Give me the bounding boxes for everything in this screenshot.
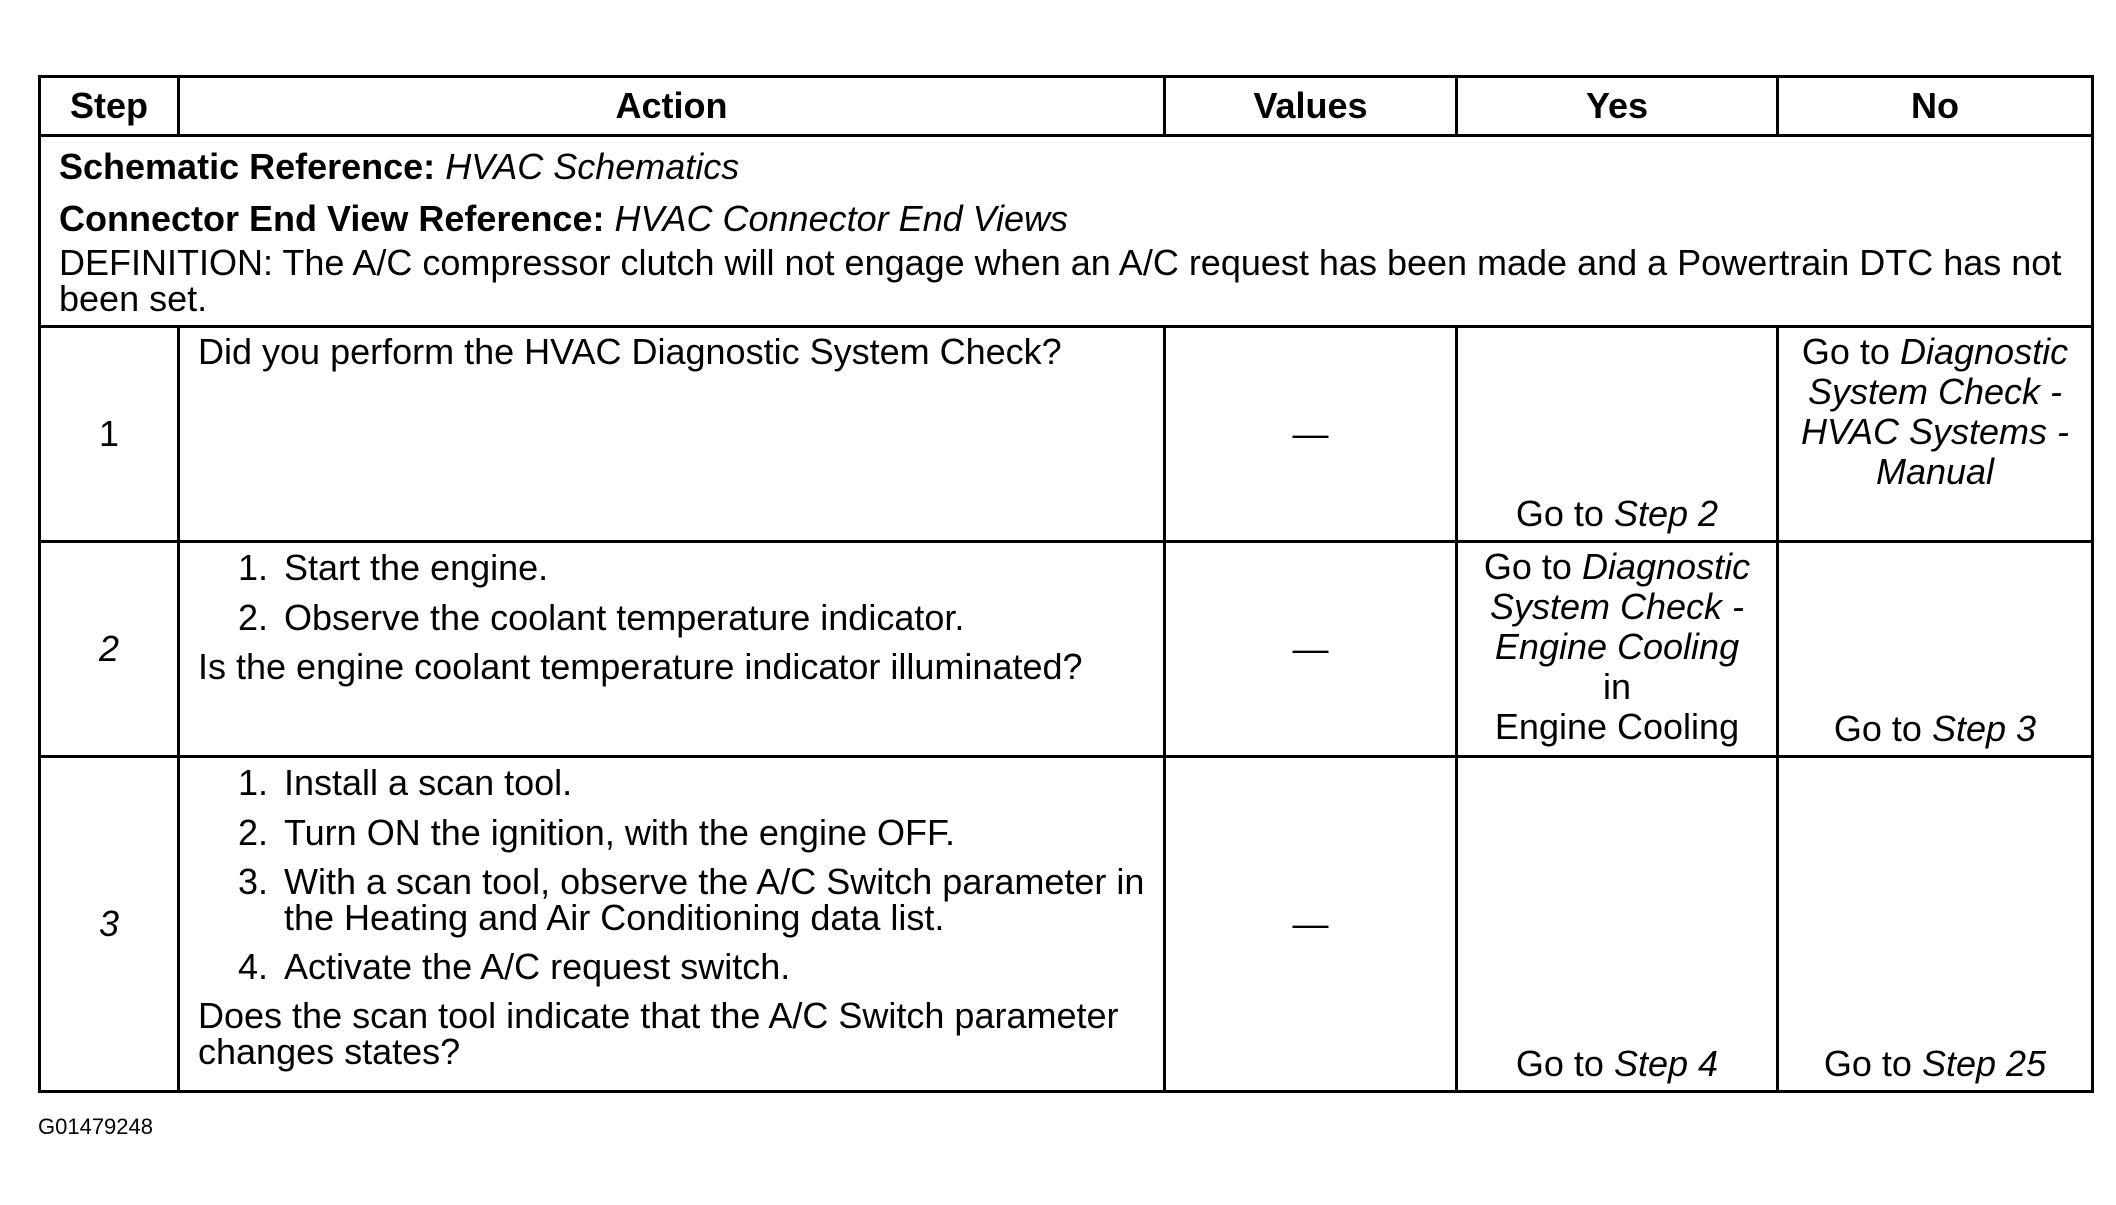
step-yes — [1457, 542, 1778, 757]
step-value: — — [1165, 542, 1457, 757]
no-prefix: Go to — [1833, 708, 1922, 749]
schematic-reference — [59, 147, 2073, 187]
yes-prefix: Go to — [1483, 546, 1572, 587]
reference-row — [40, 136, 2093, 327]
table-header-row — [40, 77, 2093, 136]
step-no — [1778, 327, 2093, 542]
definition-text: DEFINITION: The A/C compressor clutch will not engage when an A/C request has been made and a Powertrain DTC has not been set. — [59, 242, 2062, 319]
instruction-item: 4. Activate the A/C request switch. — [278, 948, 1149, 986]
yes-prefix: Go to — [1515, 493, 1604, 534]
header-action: Action — [179, 77, 1165, 136]
instruction-item: 1. Start the engine. — [278, 549, 1149, 587]
connector-reference-link[interactable]: HVAC Connector End Views — [614, 198, 1069, 239]
step-action — [179, 757, 1165, 1092]
step-question: Does the scan tool indicate that the A/C Switch parameter changes states? — [198, 995, 1119, 1072]
connector-reference-label: Connector End View Reference: — [59, 198, 605, 239]
schematic-reference-link[interactable]: HVAC Schematics — [445, 146, 740, 187]
no-prefix: Go to — [1801, 331, 1890, 372]
no-link-group[interactable] — [1785, 332, 2085, 492]
yes-link-line-1: Diagnostic — [1581, 546, 1751, 587]
step-number: 2 — [40, 542, 179, 757]
header-values: Values — [1165, 77, 1457, 136]
schematic-reference-label: Schematic Reference: — [59, 146, 436, 187]
step-instructions — [198, 549, 1149, 637]
step-question: Is the engine coolant temperature indicator illuminated? — [198, 646, 1083, 687]
yes-prefix: Go to — [1515, 1043, 1604, 1084]
instruction-item: 3. With a scan tool, observe the A/C Switch parameter in the Heating and Air Conditioning data list. — [278, 864, 1149, 936]
yes-link-line-3: Engine Cooling — [1494, 626, 1740, 667]
step-value: — — [1165, 327, 1457, 542]
no-link[interactable]: Step 25 — [1921, 1043, 2047, 1084]
step-number: 1 — [40, 327, 179, 542]
no-link-line-3: HVAC Systems - — [1800, 411, 2070, 452]
no-prefix: Go to — [1823, 1043, 1912, 1084]
instruction-item: 2. Observe the coolant temperature indicator. — [278, 599, 1149, 637]
step-action — [179, 542, 1165, 757]
yes-link-line-2: System Check - — [1489, 586, 1745, 627]
step-action — [179, 327, 1165, 542]
yes-link[interactable]: Step 4 — [1613, 1043, 1719, 1084]
step-instructions — [198, 764, 1149, 986]
connector-reference — [59, 199, 2073, 239]
table-row — [40, 542, 2093, 757]
step-yes — [1457, 327, 1778, 542]
figure-id: G01479248 — [38, 1114, 153, 1139]
reference-cell — [40, 136, 2093, 327]
step-value: — — [1165, 757, 1457, 1092]
no-link-line-1: Diagnostic — [1899, 331, 2069, 372]
no-link-line-4: Manual — [1875, 451, 1995, 492]
header-step: Step — [40, 77, 179, 136]
header-yes: Yes — [1457, 77, 1778, 136]
step-yes — [1457, 757, 1778, 1092]
instruction-item: 2. Turn ON the ignition, with the engine OFF. — [278, 814, 1149, 852]
step-no — [1778, 757, 2093, 1092]
yes-in: in — [1602, 666, 1632, 707]
instruction-item: 1. Install a scan tool. — [278, 764, 1149, 802]
yes-section: Engine Cooling — [1494, 706, 1740, 747]
no-link-line-2: System Check - — [1807, 371, 2063, 412]
step-no — [1778, 542, 2093, 757]
yes-link[interactable]: Step 2 — [1613, 493, 1719, 534]
step-question: Did you perform the HVAC Diagnostic System Check? — [198, 331, 1062, 372]
step-number: 3 — [40, 757, 179, 1092]
header-no: No — [1778, 77, 2093, 136]
table-row — [40, 757, 2093, 1092]
diagnostic-table — [38, 75, 2094, 1093]
no-link[interactable]: Step 3 — [1931, 708, 2037, 749]
yes-link-group[interactable] — [1464, 547, 1770, 747]
table-row — [40, 327, 2093, 542]
